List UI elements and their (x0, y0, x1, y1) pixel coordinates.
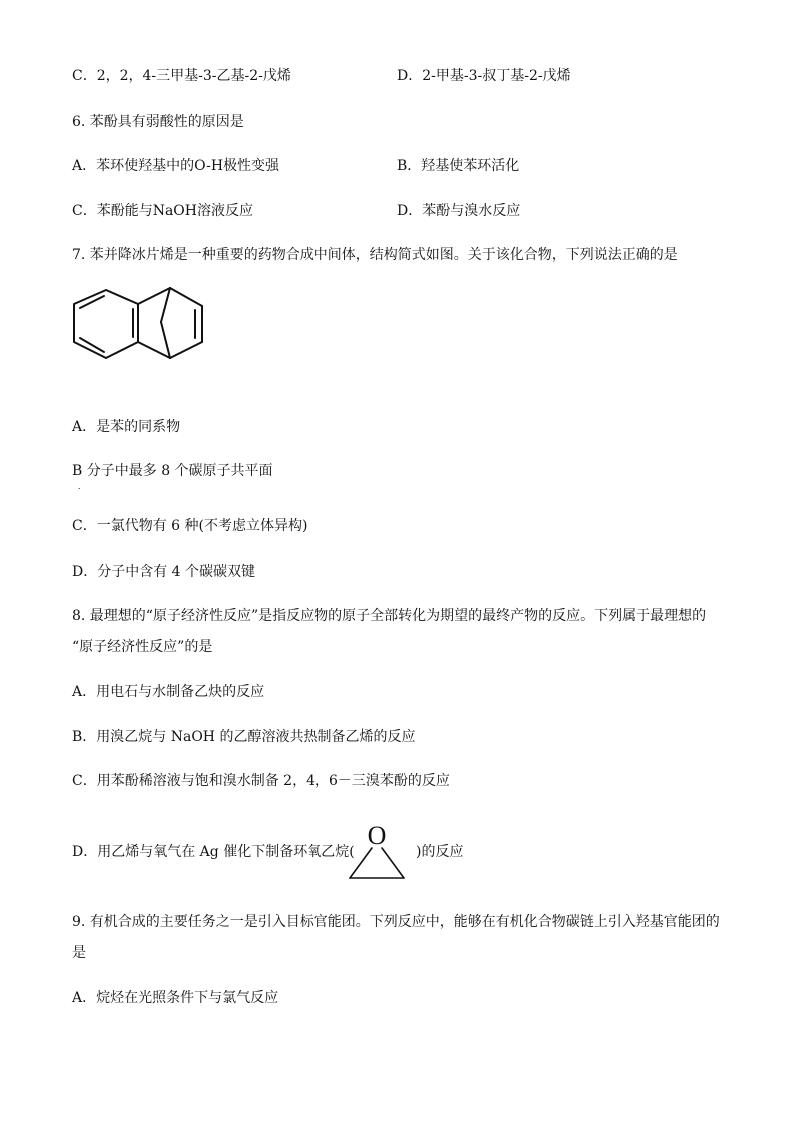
line-q6-option-a: A．苯环使羟基中的O-H极性变强 (72, 158, 280, 174)
bridgehead-bond (138, 342, 170, 358)
methylene-bridge (161, 322, 170, 358)
line-q7-option-d: D．分子中含有 4 个碳碳双键 (72, 564, 256, 580)
question-7-stem: 7. 苯并降冰片烯是一种重要的药物合成中间体，结构简式如图。关于该化合物，下列说法正确的是 (72, 247, 678, 263)
oxygen-atom-label: O (367, 821, 387, 850)
line-q8-option-d-pre: D．用乙烯与氧气在 Ag 催化下制备环氧乙烷( (72, 844, 355, 860)
line-q6-option-d: D．苯酚与溴水反应 (397, 203, 521, 219)
line-q7-option-a: A．是苯的同系物 (72, 419, 181, 435)
line-q8-option-a: A．用电石与水制备乙炔的反应 (72, 684, 265, 700)
line-q5-option-d: D．2-甲基-3-叔丁基-2-戊烯 (397, 68, 571, 84)
line-q9-option-a: A．烷烃在光照条件下与氯气反应 (72, 990, 279, 1006)
line-q8-option-c: C．用苯酚稀溶液与饱和溴水制备 2，4，6－三溴苯酚的反应 (72, 773, 450, 789)
line-q5-option-c: C．2，2，4-三甲基-3-乙基-2-戊烯 (72, 68, 291, 84)
benzene-double-bond (80, 296, 104, 308)
bridgehead-bond (138, 288, 170, 304)
methylene-bridge (161, 288, 170, 322)
ring-bond (170, 288, 202, 306)
stray-dot: ． (78, 482, 86, 491)
line-q6-option-b: B．羟基使苯环活化 (397, 158, 520, 174)
line-q6-option-c: C．苯酚能与NaOH溶液反应 (72, 203, 253, 219)
epoxide-structure (346, 820, 410, 882)
line-q8-option-b: B．用溴乙烷与 NaOH 的乙醇溶液共热制备乙烯的反应 (72, 729, 416, 745)
question-8-stem-line1: 8. 最理想的“原子经济性反应”是指反应物的原子全部转化为期望的最终产物的反应。下列属于最理想的 (72, 608, 707, 624)
benzene-ring (74, 290, 138, 358)
line-q7-option-c: C．一氯代物有 6 种(不考虑立体异构) (72, 518, 308, 534)
epoxide-bond (382, 848, 404, 878)
question-9-stem-line2: 是 (72, 945, 86, 961)
question-8-stem-line2: “原子经济性反应”的是 (72, 639, 213, 655)
benzonorbornadiene-structure (68, 282, 208, 366)
question-9-stem-line1: 9. 有机合成的主要任务之一是引入目标官能团。下列反应中，能够在有机化合物碳链上引入羟基官能团的 (72, 914, 720, 930)
line-q7-option-b: B 分子中最多 8 个碳原子共平面 (72, 463, 273, 479)
ring-bond (170, 342, 202, 358)
epoxide-bond (350, 848, 372, 878)
line-q8-option-d-post: )的反应 (416, 844, 464, 860)
question-6-stem: 6. 苯酚具有弱酸性的原因是 (72, 114, 244, 130)
